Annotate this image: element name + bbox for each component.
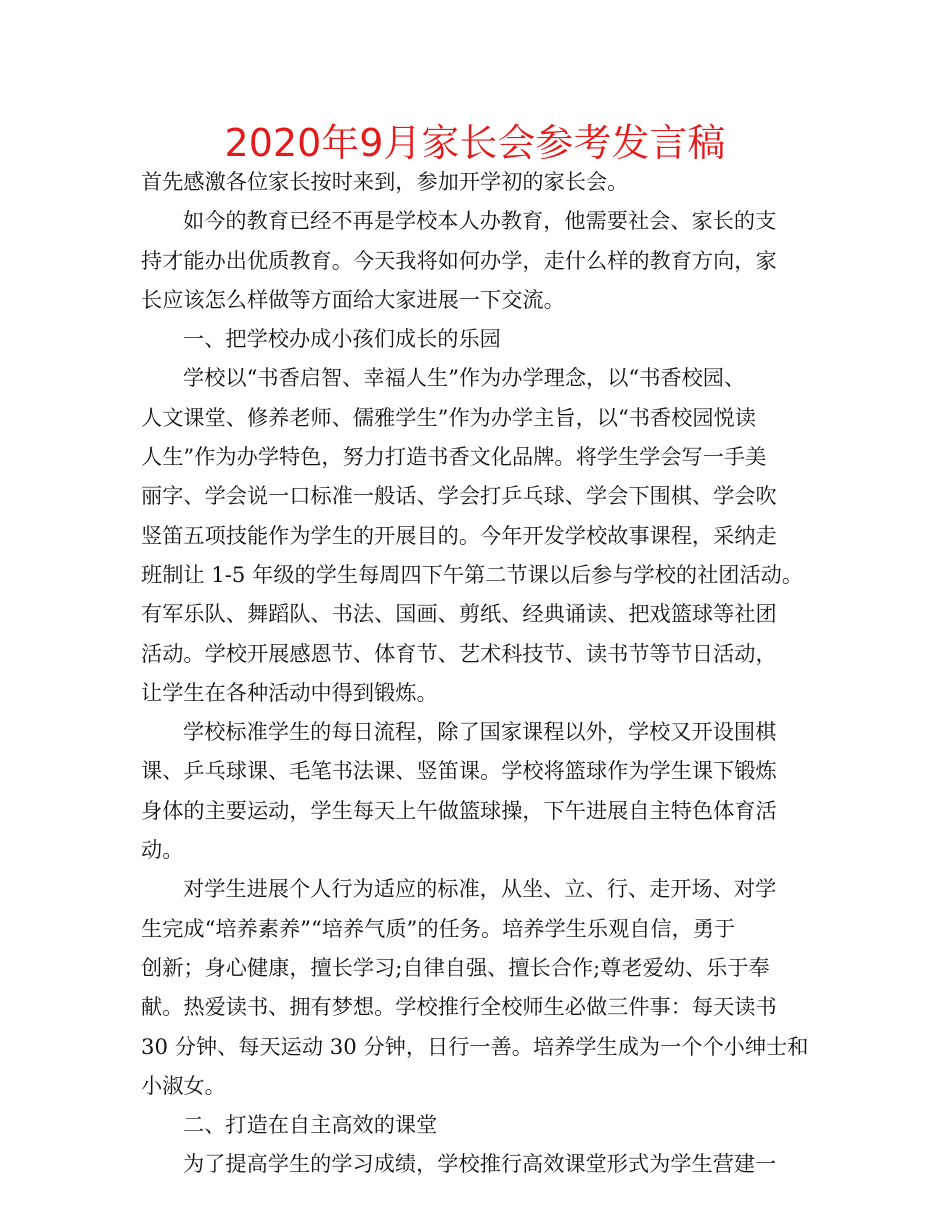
text-line: 二、打造在自主高效的课堂 <box>183 1112 438 1138</box>
text-line: 动。 <box>141 837 184 863</box>
text-line: 为了提高学生的学习成绩，学校推行高效课堂形式为学生营建一 <box>183 1151 777 1177</box>
text-line: 30 分钟、每天运动 30 分钟，日行一善。培养学生成为一个个小绅士和 <box>141 1033 809 1059</box>
text-line: 活动。学校开展感恩节、体育节、艺术科技节、读书节等节日活动， <box>141 640 777 666</box>
text-line: 竖笛五项技能作为学生的开展目的。今年开发学校故事课程，采纳走 <box>141 522 777 548</box>
text-line: 一、把学校办成小孩们成长的乐园 <box>183 326 501 352</box>
text-line: 献。热爱读书、拥有梦想。学校推行全校师生必做三件事：每天读书 <box>141 994 777 1020</box>
text-line: 人生”作为办学特色，努力打造书香文化品牌。将学生学会写一手美 <box>141 444 767 470</box>
text-line: 人文课堂、修养老师、儒雅学生”作为办学主旨，以“书香校园悦读 <box>141 404 756 430</box>
text-line: 丽字、学会说一口标准一般话、学会打乒乓球、学会下围棋、学会吹 <box>141 483 777 509</box>
text-line: 首先感激各位家长按时来到，参加开学初的家长会。 <box>141 169 629 194</box>
text-line: 有军乐队、舞蹈队、书法、国画、剪纸、经典诵读、把戏篮球等社团 <box>141 601 777 627</box>
document-body <box>141 162 817 1184</box>
text-line: 持才能办出优质教育。今天我将如何办学，走什么样的教育方向，家 <box>141 247 777 273</box>
text-line: 学校标准学生的每日流程，除了国家课程以外，学校又开设围棋 <box>183 719 777 745</box>
text-line: 让学生在各种活动中得到锻炼。 <box>141 679 438 705</box>
text-line: 创新；身心健康，擅长学习;自律自强、擅长合作;尊老爱幼、乐于奉 <box>141 954 770 980</box>
text-line: 课、乒乓球课、毛笔书法课、竖笛课。学校将篮球作为学生课下锻炼 <box>141 758 777 784</box>
text-line: 身体的主要运动，学生每天上午做篮球操，下午进展自主特色体育活 <box>141 797 777 823</box>
document-title: 2020年9月家长会参考发言稿 <box>224 121 726 165</box>
text-line: 班制让 1-5 年级的学生每周四下午第二节课以后参与学校的社团活动。 <box>141 561 804 587</box>
text-line: 小淑女。 <box>141 1072 226 1098</box>
text-line: 长应该怎么样做等方面给大家进展一下交流。 <box>141 286 565 312</box>
text-line: 对学生进展个人行为适应的标准，从坐、立、行、走开场、对学 <box>183 876 777 902</box>
text-line: 如今的教育已经不再是学校本人办教育，他需要社会、家长的支 <box>183 208 777 234</box>
text-line: 生完成“培养素养”“培养气质”的任务。培养学生乐观自信，勇于 <box>141 915 736 941</box>
text-line: 学校以“书香启智、幸福人生”作为办学理念，以“书香校园、 <box>183 365 746 391</box>
